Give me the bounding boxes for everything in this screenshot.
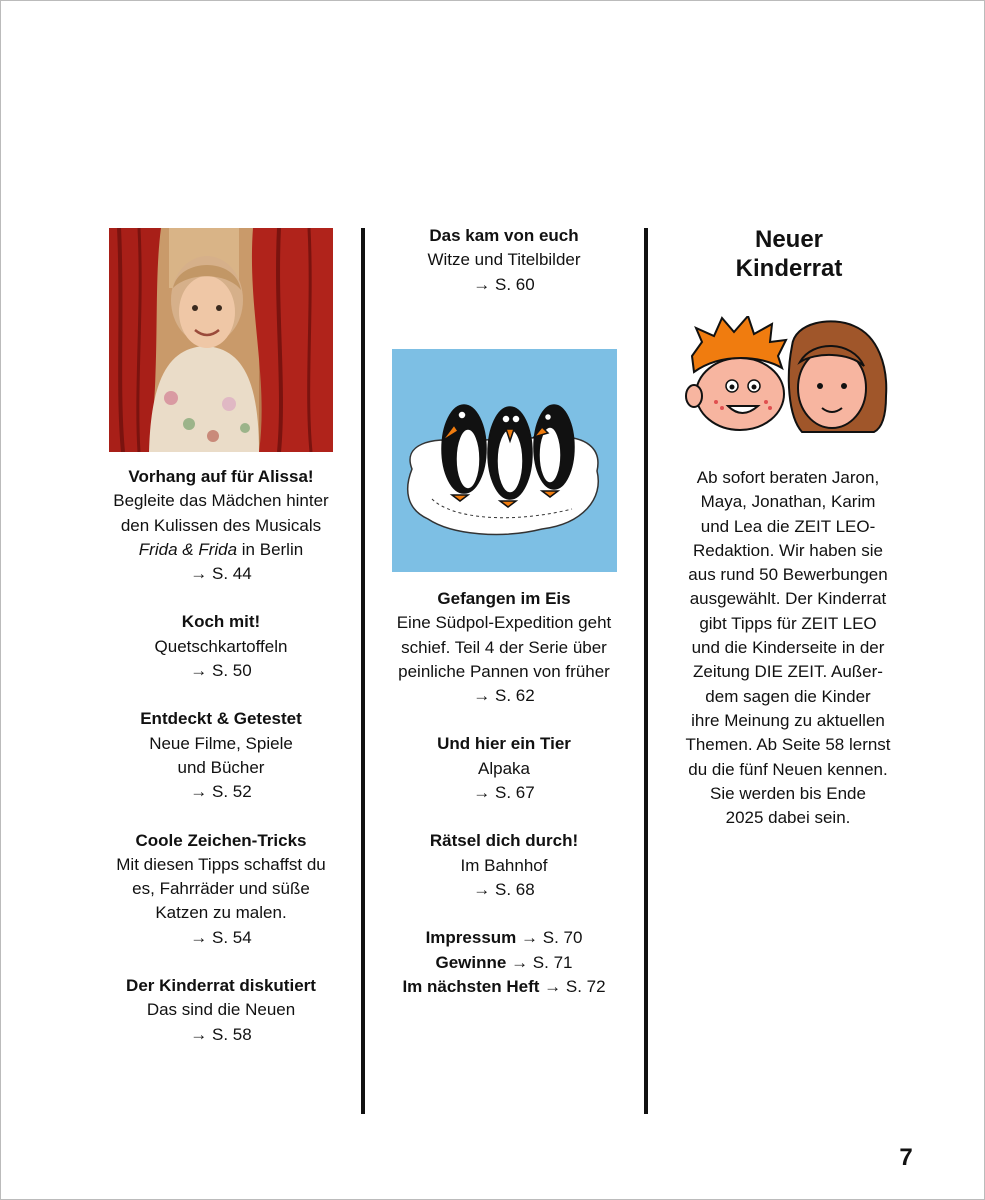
entry-text: Witze und Titelbilder	[427, 250, 581, 270]
body-line: Maya, Jonathan, Karim	[700, 492, 876, 512]
entry-text: schief. Teil 4 der Serie über	[401, 637, 607, 657]
entry-text: es, Fahrräder und süße	[132, 879, 310, 899]
toc-entry-naechstes-heft[interactable]	[378, 975, 630, 999]
entry-text: Im Bahnhof	[460, 855, 548, 875]
heading-line: Neuer	[754, 226, 824, 253]
entry-title: Coole Zeichen-Tricks	[135, 830, 307, 850]
column-divider	[361, 228, 365, 1114]
toc-column-2-top	[378, 224, 630, 297]
page-reference: → S. 44	[190, 564, 252, 584]
entry-text: Katzen zu malen.	[155, 903, 287, 923]
entry-text: Mit diesen Tipps schaffst du	[116, 854, 326, 874]
page-reference: → S. 52	[190, 782, 252, 802]
kinderrat-heading	[690, 225, 888, 283]
entry-text: Begleite das Mädchen hinter	[113, 491, 329, 511]
entry-title: Gefangen im Eis	[437, 589, 571, 608]
entry-title: Gewinne	[435, 952, 507, 972]
body-line: und die Kinderseite in der	[691, 638, 885, 658]
toc-entry-tier[interactable]	[378, 732, 630, 805]
toc-entry-entdeckt-getestet[interactable]	[98, 707, 344, 804]
entry-text: Quetschkartoffeln	[154, 636, 288, 656]
entry-text-rest: in Berlin	[237, 539, 304, 559]
entry-title: Das kam von euch	[429, 226, 579, 245]
entry-title: Impressum	[425, 928, 517, 948]
entry-title: Der Kinderrat diskutiert	[126, 976, 316, 996]
toc-column-1	[98, 465, 344, 1071]
toc-entry-das-kam-von-euch[interactable]	[378, 224, 630, 297]
column-divider	[644, 228, 648, 1114]
body-line: Redaktion. Wir haben sie	[693, 540, 883, 560]
page-reference: → S. 72	[539, 976, 606, 996]
page-reference: → S. 62	[473, 686, 535, 706]
page-reference: → S. 67	[473, 783, 535, 803]
toc-entry-impressum[interactable]	[378, 926, 630, 950]
body-line: Sie werden bis Ende	[710, 783, 866, 803]
toc-extras	[378, 926, 630, 999]
body-line: ihre Meinung zu aktuellen	[691, 710, 885, 730]
toc-entry-raetsel[interactable]	[378, 829, 630, 902]
page-reference: → S. 58	[190, 1024, 252, 1044]
body-line: ausgewählt. Der Kinderrat	[689, 589, 887, 609]
body-line: 2025 dabei sein.	[725, 808, 851, 828]
heading-line: Kinderrat	[735, 255, 843, 282]
page-reference: → S. 60	[473, 274, 535, 294]
toc-entry-gewinne[interactable]	[378, 951, 630, 975]
page-reference: → S. 70	[516, 928, 583, 948]
entry-text: Alpaka	[478, 758, 530, 778]
body-line: dem sagen die Kinder	[705, 686, 871, 706]
page-reference: → S. 50	[190, 661, 252, 681]
entry-title: Koch mit!	[181, 612, 261, 632]
alissa-photo	[109, 228, 333, 452]
body-line: gibt Tipps für ZEIT LEO	[699, 613, 877, 633]
entry-text: Neue Filme, Spiele	[149, 733, 293, 753]
penguins-illustration	[392, 349, 617, 572]
kinderrat-text	[672, 466, 904, 830]
entry-text: Das sind die Neuen	[146, 1000, 296, 1020]
show-title: Frida & Frida	[138, 539, 238, 559]
body-line: aus rund 50 Bewerbungen	[688, 565, 888, 585]
toc-column-2-bottom	[378, 587, 630, 999]
page-reference: → S. 68	[473, 879, 535, 899]
toc-entry-alissa[interactable]	[98, 465, 344, 586]
page-reference: → S. 71	[506, 952, 573, 972]
entry-text: und Bücher	[177, 757, 265, 777]
entry-title: Vorhang auf für Alissa!	[128, 467, 314, 486]
toc-entry-kinderrat[interactable]	[98, 974, 344, 1047]
entry-title: Und hier ein Tier	[437, 734, 571, 754]
body-line: Ab sofort beraten Jaron,	[696, 468, 880, 487]
kinderrat-illustration	[682, 316, 892, 434]
entry-text	[98, 538, 344, 562]
entry-title: Entdeckt & Getestet	[140, 709, 302, 729]
toc-entry-zeichen-tricks[interactable]	[98, 829, 344, 950]
entry-text: peinliche Pannen von früher	[398, 661, 610, 681]
entry-text: Eine Südpol-Expedition geht	[396, 613, 612, 633]
entry-title: Im nächsten Heft	[402, 976, 540, 996]
page-reference: → S. 54	[190, 927, 252, 947]
body-line: Themen. Ab Seite 58 lernst	[685, 735, 891, 755]
body-line: du die fünf Neuen kennen.	[688, 759, 888, 779]
entry-title: Rätsel dich durch!	[429, 831, 579, 851]
page-number: 7	[899, 1144, 913, 1171]
body-line: und Lea die ZEIT LEO-	[700, 516, 876, 536]
toc-entry-gefangen-im-eis[interactable]	[378, 587, 630, 708]
body-line: Zeitung DIE ZEIT. Außer-	[693, 662, 883, 682]
toc-entry-koch-mit[interactable]	[98, 610, 344, 683]
entry-text: den Kulissen des Musicals	[120, 515, 322, 535]
